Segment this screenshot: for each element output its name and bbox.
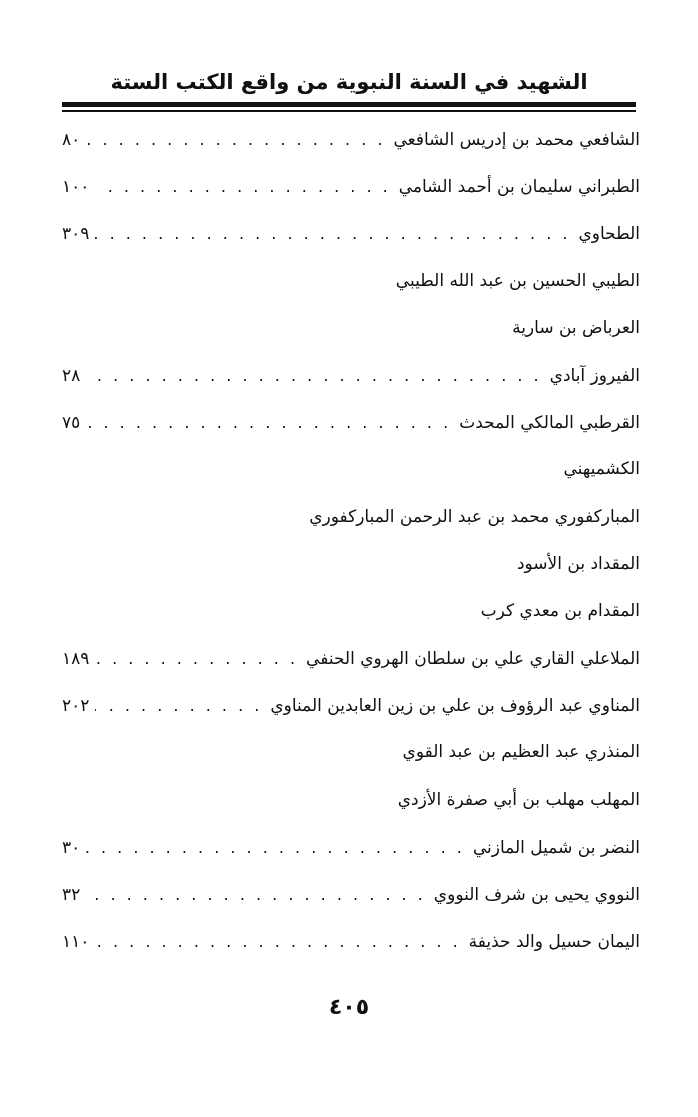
entry-page-number: ٢٠٢ (62, 696, 90, 717)
entry-page-number: ٨٠ (62, 130, 81, 150)
entry-name: الطيبي الحسين بن عبد الله الطيبي (395, 270, 640, 291)
running-header: الشهيد في السنة النبوية من واقع الكتب الستة (110, 70, 588, 94)
dot-leader (95, 635, 298, 682)
index-entry (62, 729, 640, 776)
index-entry (62, 682, 640, 729)
entry-name: النووي يحيى بن شرف النووي (433, 885, 640, 905)
page-number: ٤٠٥ (328, 995, 370, 1020)
entry-page-number: ٣٠٩ (62, 224, 90, 245)
entry-name: اليمان حسيل والد حذيفة (468, 932, 640, 953)
entry-name: الملاعلي القاري علي بن سلطان الهروي الحنفي (306, 649, 640, 670)
header-rule-thin (62, 110, 636, 112)
index-entry (62, 918, 640, 965)
index-entry (62, 824, 640, 871)
dot-leader (95, 163, 390, 210)
entry-name: القرطبي المالكي المحدث (459, 413, 640, 434)
entry-name: النضر بن شميل المازني (472, 837, 640, 858)
entry-name: المهلب مهلب بن أبي صفرة الأزدي (397, 789, 640, 810)
index-entry (62, 258, 640, 305)
entry-page-number: ٧٥ (62, 413, 81, 434)
index-entry (62, 352, 640, 399)
index-entry (62, 635, 640, 682)
header-rule-thick (62, 102, 636, 107)
entry-page-number: ٢٨ (62, 365, 81, 386)
index-entry (62, 116, 640, 163)
index-entry (62, 777, 640, 824)
entry-name: الطحاوي (578, 224, 640, 245)
entry-page-number: ٣٠ (62, 837, 81, 858)
index-entry (62, 446, 640, 493)
dot-leader (86, 352, 541, 399)
entry-page-number: ١١٠ (62, 932, 90, 953)
entry-name: العرباض بن سارية (512, 317, 640, 338)
index-entry (62, 305, 640, 352)
entry-name: المناوي عبد الرؤوف بن علي بن زين العابدين المناوي (270, 696, 640, 717)
index-entry (62, 541, 640, 588)
entry-name: المنذري عبد العظيم بن عبد القوي (402, 742, 640, 763)
index-entry (62, 494, 640, 541)
entry-name: المقدام بن معدي كرب (480, 600, 640, 621)
entry-name: الفيروز آبادي (549, 365, 640, 386)
entry-name: الكشميهني (563, 459, 640, 480)
dot-leader (86, 824, 465, 871)
index-entry (62, 210, 640, 257)
entry-name: الشافعي محمد بن إدريس الشافعي (393, 130, 640, 150)
entry-name: الطبراني سليمان بن أحمد الشامي (398, 177, 640, 198)
index-entry (62, 399, 640, 446)
entry-page-number: ١٠٠ (62, 177, 90, 198)
entry-name: المباركفوري محمد بن عبد الرحمن المباركفوري (309, 506, 640, 527)
entry-page-number: ١٨٩ (62, 649, 90, 670)
entry-page-number: ٣٢ (62, 885, 81, 905)
entry-name: المقداد بن الأسود (516, 553, 640, 574)
dot-leader (95, 210, 570, 257)
index-entry (62, 163, 640, 210)
dot-leader (95, 918, 460, 965)
index-entry (62, 588, 640, 635)
name-index-list (62, 116, 640, 965)
index-entry (62, 871, 640, 918)
dot-leader (86, 871, 426, 918)
dot-leader (86, 399, 451, 446)
dot-leader (95, 682, 262, 729)
dot-leader (86, 116, 385, 163)
